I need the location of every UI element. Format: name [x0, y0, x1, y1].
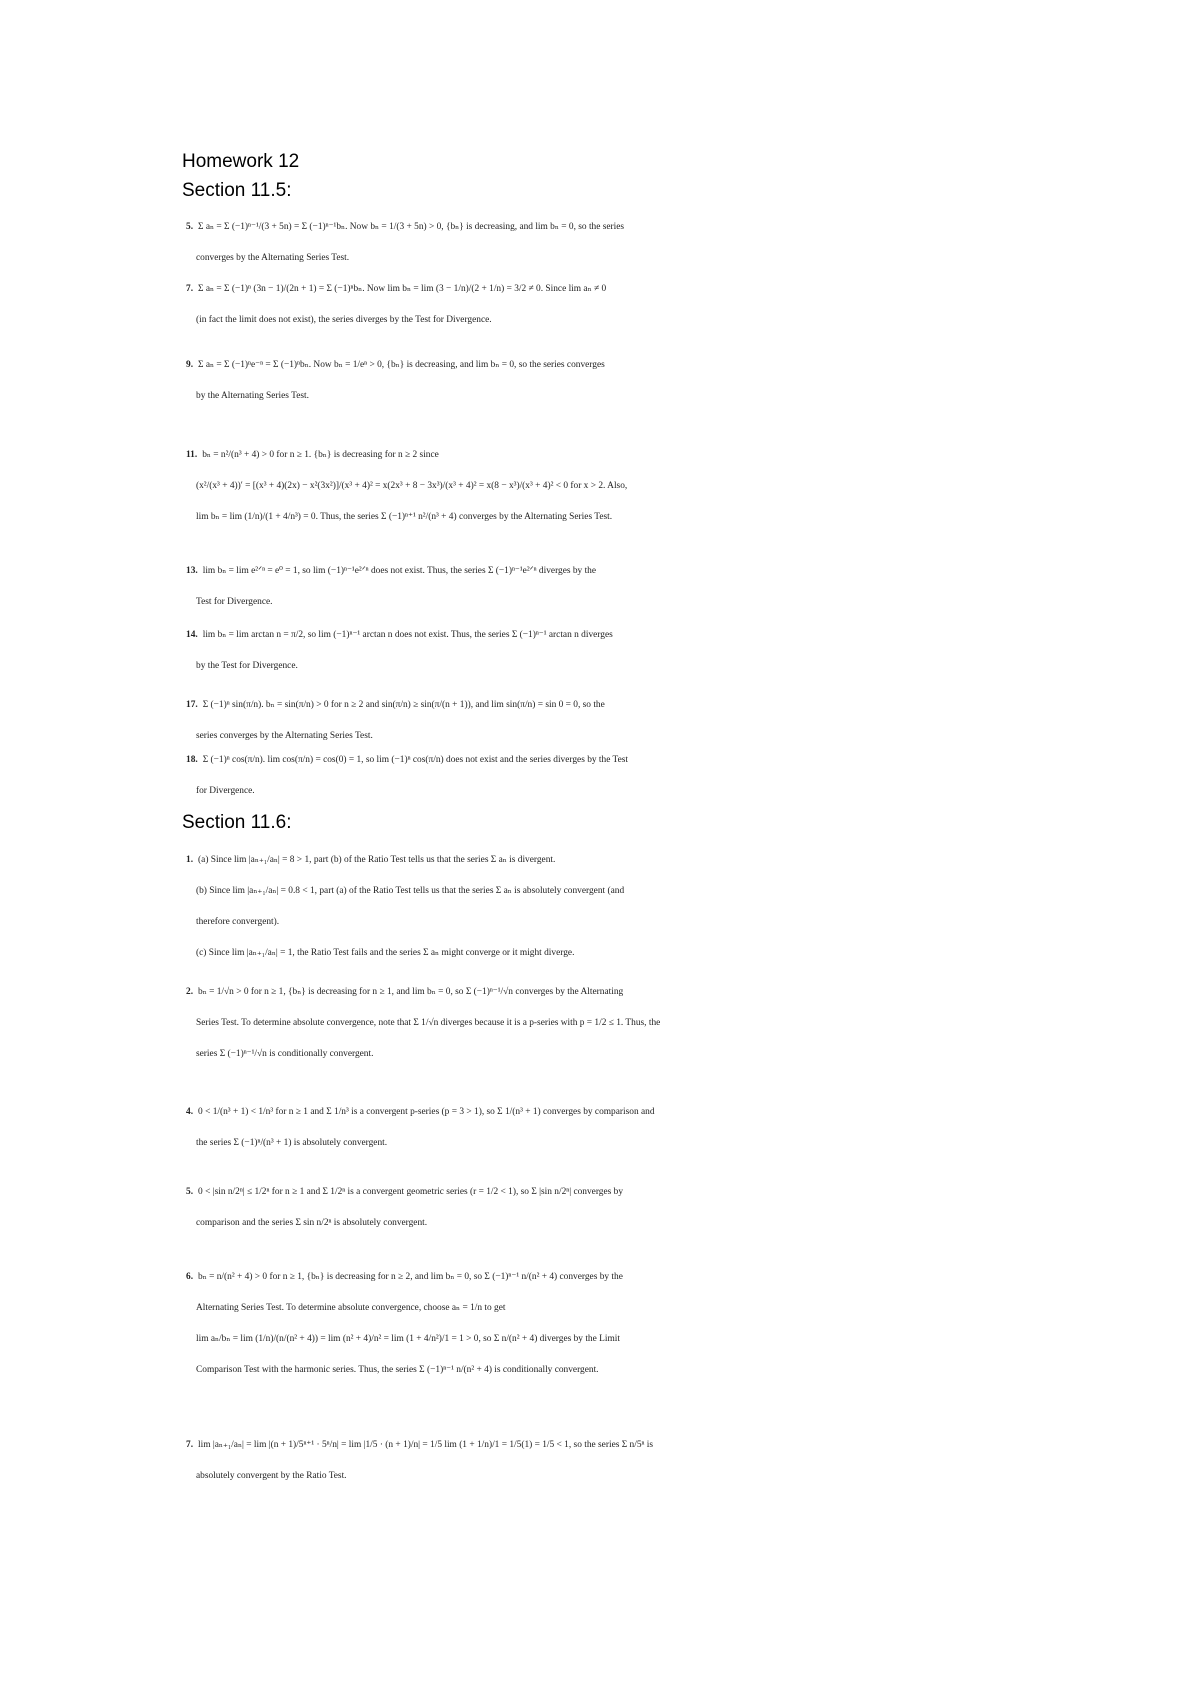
problem-line [186, 845, 726, 876]
problem-line [186, 243, 726, 274]
problem-line [186, 212, 726, 243]
problem-number: 17. [186, 700, 198, 710]
problem-number: 6. [186, 1272, 194, 1282]
problem-number: 1. [186, 855, 194, 865]
problem-text: the series Σ (−1)ⁿ/(n³ + 1) is absolutely convergent. [196, 1138, 388, 1148]
problem-text: bₙ = 1/√n > 0 for n ≥ 1, {bₙ} is decreasing for n ≥ 1, and lim bₙ = 0, so Σ (−1)ⁿ⁻¹/√n converges by the Alternating [198, 987, 624, 997]
problem-line [186, 1177, 726, 1208]
problem-line [186, 502, 726, 533]
problem-text: lim bₙ = lim (1/n)/(1 + 4/n³) = 0. Thus, the series Σ (−1)ⁿ⁺¹ n²/(n³ + 4) converges by the Alternating Series Test. [196, 512, 613, 522]
section-heading-11-6: Section 11.6: [182, 812, 292, 833]
problem-1-3 [186, 1177, 726, 1239]
problem-number: 18. [186, 755, 198, 765]
problem-1-0 [186, 845, 726, 969]
problem-text: bₙ = n²/(n³ + 4) > 0 for n ≥ 1. {bₙ} is decreasing for n ≥ 2 since [202, 450, 439, 460]
problem-0-6 [186, 690, 726, 752]
problem-text: lim |aₙ₊₁/aₙ| = lim |(n + 1)/5ⁿ⁺¹ · 5ⁿ/n| = lim |1/5 · (n + 1)/n| = 1/5 lim (1 + 1/n)/1 = 1/5(1) = 1/5 < 1, so the series Σ n/5ⁿ is [198, 1440, 654, 1450]
problem-1-1 [186, 977, 726, 1070]
problem-text: Test for Divergence. [196, 597, 273, 607]
problem-line [186, 471, 726, 502]
problem-text: (in fact the limit does not exist), the series diverges by the Test for Divergence. [196, 315, 492, 325]
problem-text: comparison and the series Σ sin n/2ⁿ is absolutely convergent. [196, 1218, 428, 1228]
problem-line [186, 274, 726, 305]
problem-line [186, 876, 726, 907]
problem-line [186, 1355, 726, 1386]
problem-text: Σ aₙ = Σ (−1)ⁿ (3n − 1)/(2n + 1) = Σ (−1)ⁿbₙ. Now lim bₙ = lim (3 − 1/n)/(2 + 1/n) = 3/2 ≠ 0. Since lim aₙ ≠ 0 [198, 284, 607, 294]
problem-text: (c) Since lim |aₙ₊₁/aₙ| = 1, the Ratio Test fails and the series Σ aₙ might converge or it might diverge. [196, 948, 575, 958]
problem-1-4 [186, 1262, 726, 1386]
problem-text: bₙ = n/(n² + 4) > 0 for n ≥ 1, {bₙ} is decreasing for n ≥ 2, and lim bₙ = 0, so Σ (−1)ⁿ⁻¹ n/(n² + 4) converges by the [198, 1272, 623, 1282]
problem-number: 7. [186, 284, 194, 294]
problem-number: 2. [186, 987, 194, 997]
problem-0-4 [186, 556, 726, 618]
problem-line [186, 1008, 726, 1039]
problem-text: for Divergence. [196, 786, 255, 796]
problem-line [186, 381, 726, 412]
problem-text: Σ (−1)ⁿ cos(π/n). lim cos(π/n) = cos(0) = 1, so lim (−1)ⁿ cos(π/n) does not exist and the series diverges by the Test [202, 755, 629, 765]
problem-text: (a) Since lim |aₙ₊₁/aₙ| = 8 > 1, part (b) of the Ratio Test tells us that the series Σ aₙ is divergent. [198, 855, 556, 865]
problem-line [186, 907, 726, 938]
problem-text: lim bₙ = lim e²ᐟⁿ = e⁰ = 1, so lim (−1)ⁿ⁻¹e²ᐟⁿ does not exist. Thus, the series Σ (−1)ⁿ⁻¹e²ᐟⁿ diverges by the [202, 566, 597, 576]
problem-text: by the Test for Divergence. [196, 661, 298, 671]
problem-0-7 [186, 745, 726, 807]
problem-text: Σ aₙ = Σ (−1)ⁿe⁻ⁿ = Σ (−1)ⁿbₙ. Now bₙ = 1/eⁿ > 0, {bₙ} is decreasing, and lim bₙ = 0, so the series converges [198, 360, 605, 370]
problem-0-2 [186, 350, 726, 412]
problem-0-0 [186, 212, 726, 274]
problem-line [186, 620, 726, 651]
problem-line [186, 1293, 726, 1324]
problem-line [186, 776, 726, 807]
problem-number: 11. [186, 450, 198, 460]
problem-number: 9. [186, 360, 194, 370]
problem-text: converges by the Alternating Series Test. [196, 253, 350, 263]
problem-line [186, 556, 726, 587]
problem-line [186, 745, 726, 776]
problem-text: (x²/(x³ + 4))′ = [(x³ + 4)(2x) − x²(3x²)]/(x³ + 4)² = x(2x³ + 8 − 3x³)/(x³ + 4)² = x(8 − x³)/(x³ + 4)² < 0 for x > 2. Also, [196, 481, 628, 491]
problem-text: Σ (−1)ⁿ sin(π/n). bₙ = sin(π/n) > 0 for n ≥ 2 and sin(π/n) ≥ sin(π/(n + 1)), and lim sin(π/n) = sin 0 = 0, so the [202, 700, 605, 710]
problem-line [186, 1097, 726, 1128]
problem-1-5 [186, 1430, 726, 1492]
problem-text: absolutely convergent by the Ratio Test. [196, 1471, 347, 1481]
problem-text: 0 < 1/(n³ + 1) < 1/n³ for n ≥ 1 and Σ 1/n³ is a convergent p-series (p = 3 > 1), so Σ 1/(n³ + 1) converges by comparison and [198, 1107, 655, 1117]
problem-text: lim aₙ/bₙ = lim (1/n)/(n/(n² + 4)) = lim (n² + 4)/n² = lim (1 + 4/n²)/1 = 1 > 0, so Σ n/(n² + 4) diverges by the Limit [196, 1334, 620, 1344]
problem-line [186, 1039, 726, 1070]
problem-line [186, 938, 726, 969]
problem-text: therefore convergent). [196, 917, 280, 927]
document-title: Homework 12 [182, 151, 300, 172]
problem-line [186, 440, 726, 471]
problem-text: by the Alternating Series Test. [196, 391, 309, 401]
problem-line [186, 1208, 726, 1239]
problem-number: 5. [186, 222, 194, 232]
problem-line [186, 690, 726, 721]
problem-line [186, 977, 726, 1008]
problem-line [186, 305, 726, 336]
problem-text: Comparison Test with the harmonic series. Thus, the series Σ (−1)ⁿ⁻¹ n/(n² + 4) is conditionally convergent. [196, 1365, 599, 1375]
problem-0-3 [186, 440, 726, 533]
problem-text: lim bₙ = lim arctan n = π/2, so lim (−1)ⁿ⁻¹ arctan n does not exist. Thus, the series Σ (−1)ⁿ⁻¹ arctan n diverges [202, 630, 613, 640]
problem-text: (b) Since lim |aₙ₊₁/aₙ| = 0.8 < 1, part (a) of the Ratio Test tells us that the series Σ aₙ is absolutely convergent (and [196, 886, 625, 896]
problem-0-1 [186, 274, 726, 336]
problem-number: 7. [186, 1440, 194, 1450]
problem-line [186, 1461, 726, 1492]
problem-line [186, 1324, 726, 1355]
problem-number: 13. [186, 566, 198, 576]
problem-text: series Σ (−1)ⁿ⁻¹/√n is conditionally convergent. [196, 1049, 374, 1059]
problem-number: 5. [186, 1187, 194, 1197]
problem-text: Series Test. To determine absolute convergence, note that Σ 1/√n diverges because it is a p-series with p = 1/2 ≤ 1. Thus, the [196, 1018, 661, 1028]
problem-1-2 [186, 1097, 726, 1159]
problem-line [186, 1262, 726, 1293]
problem-text: Alternating Series Test. To determine absolute convergence, choose aₙ = 1/n to get [196, 1303, 506, 1313]
problem-line [186, 651, 726, 682]
problem-0-5 [186, 620, 726, 682]
problem-text: 0 < |sin n/2ⁿ| ≤ 1/2ⁿ for n ≥ 1 and Σ 1/2ⁿ is a convergent geometric series (r = 1/2 < 1), so Σ |sin n/2ⁿ| converges by [198, 1187, 624, 1197]
problem-text: Σ aₙ = Σ (−1)ⁿ⁻¹/(3 + 5n) = Σ (−1)ⁿ⁻¹bₙ. Now bₙ = 1/(3 + 5n) > 0, {bₙ} is decreasing, and lim bₙ = 0, so the series [198, 222, 625, 232]
problem-text: series converges by the Alternating Series Test. [196, 731, 373, 741]
problem-number: 14. [186, 630, 198, 640]
problem-number: 4. [186, 1107, 194, 1117]
section-heading-11-5: Section 11.5: [182, 180, 292, 201]
problem-line [186, 1128, 726, 1159]
problem-line [186, 350, 726, 381]
problem-line [186, 587, 726, 618]
problem-line [186, 1430, 726, 1461]
